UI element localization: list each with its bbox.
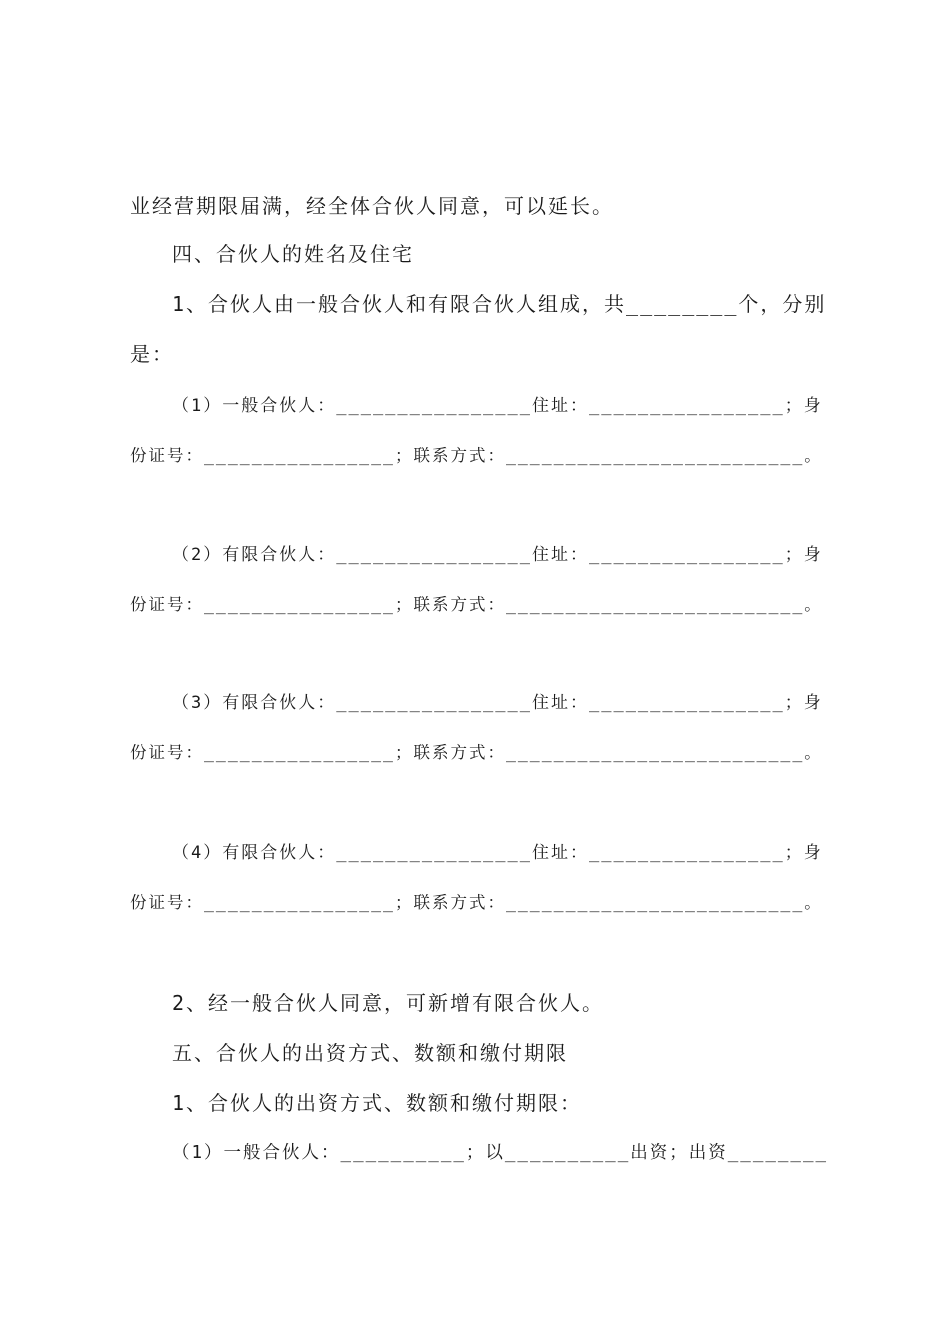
partner-line: 份证号：________________；联系方式：_________________________。 — [130, 446, 823, 465]
partner-line: 份证号：________________；联系方式：_________________________。 — [130, 893, 823, 912]
section-heading: 四、合伙人的姓名及住宅 — [172, 242, 414, 266]
text-line: （1）一般合伙人：__________；以__________出资；出资________ — [172, 1143, 829, 1163]
partner-line: （2）有限合伙人：________________住址：________________；身 — [172, 545, 823, 565]
text-line: 1、合伙人的出资方式、数额和缴付期限： — [172, 1091, 583, 1115]
text-line: 2、经一般合伙人同意，可新增有限合伙人。 — [172, 991, 605, 1015]
partner-line: （3）有限合伙人：________________住址：________________；身 — [172, 693, 823, 713]
text-line: 是： — [130, 342, 174, 366]
section-heading: 五、合伙人的出资方式、数额和缴付期限 — [172, 1041, 568, 1065]
partner-line: （1）一般合伙人：________________住址：________________；身 — [172, 396, 823, 416]
partner-line: 份证号：________________；联系方式：_________________________。 — [130, 743, 823, 762]
text-line: 1、合伙人由一般合伙人和有限合伙人组成，共________个，分别 — [172, 292, 827, 316]
partner-line: （4）有限合伙人：________________住址：________________；身 — [172, 843, 823, 863]
partner-line: 份证号：________________；联系方式：_________________________。 — [130, 595, 823, 614]
text-line: 业经营期限届满，经全体合伙人同意，可以延长。 — [130, 194, 614, 218]
